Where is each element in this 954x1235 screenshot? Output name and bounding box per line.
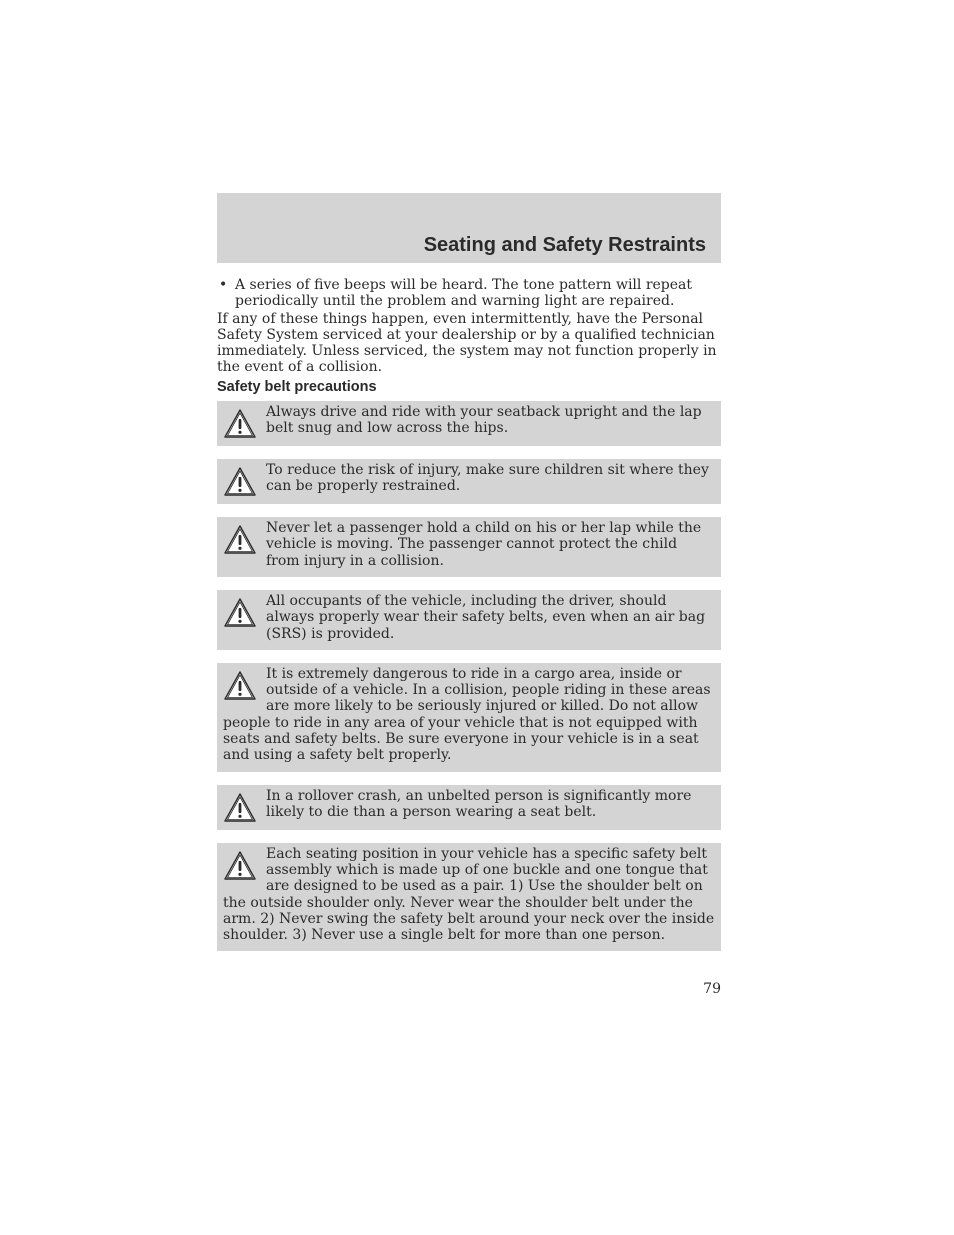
warning-box [217,843,721,952]
warning-text: Never let a passenger hold a child on his or her lap while the vehicle is moving. The passenger cannot protect the child from injury in a collision. [266,520,702,569]
warning-triangle-icon [223,596,257,630]
warning-text: Each seating position in your vehicle has a specific safety belt assembly which is made up of one buckle and one tongue that are designed to be used as a pair. 1) Use the shoulder belt on the outside shoulder only. Never wear the shoulder belt under the arm. 2) Never swing the safety belt around your neck over the inside shoulder. 3) Never use a single belt for more than one person. [223,845,715,944]
warning-triangle-icon [223,523,257,557]
warning-text: In a rollover crash, an unbelted person is significantly more likely to die than a person wearing a seat belt. [266,787,692,820]
warning-triangle-icon [223,465,257,499]
warning-box [217,785,721,830]
bullet-text: A series of five beeps will be heard. The tone pattern will repeat periodically until the problem and warning light are repaired. [235,277,693,310]
chapter-title: Seating and Safety Restraints [423,234,706,256]
warnings-list [217,401,721,951]
warning-text: Always drive and ride with your seatback upright and the lap belt snug and low across the hips. [266,404,702,437]
warning-triangle-icon [223,791,257,825]
warning-text: All occupants of the vehicle, including the driver, should always properly wear their safety belts, even when an air bag (SRS) is provided. [266,592,706,642]
warning-box [217,590,721,650]
warning-triangle-icon [223,669,257,703]
section-heading: Safety belt precautions [217,378,377,395]
warning-text: To reduce the risk of injury, make sure children sit where they can be properly restrained. [266,462,709,495]
page-number: 79 [703,981,721,997]
bullet-dot-icon: • [219,277,228,293]
warning-triangle-icon [223,407,257,441]
page-content [217,277,721,964]
bullet-item [217,277,721,310]
chapter-header-band [217,193,721,263]
warning-box [217,459,721,504]
body-paragraph: If any of these things happen, even intermittently, have the Personal Safety System serviced at your dealership or by a qualified technician immediately. Unless serviced, the system may not function properly in the event of a collision. [217,310,717,376]
warning-triangle-icon [223,849,257,883]
warning-box [217,401,721,446]
warning-box [217,517,721,577]
warning-text: It is extremely dangerous to ride in a cargo area, inside or outside of a vehicle. In a collision, people riding in these areas are more likely to be seriously injured or killed. Do not allow people to ride in any area of your vehicle that is not equipped with seats and safety belts. Be sure everyone in your vehicle is in a seat and using a safety belt properly. [223,665,711,764]
warning-box [217,663,721,772]
